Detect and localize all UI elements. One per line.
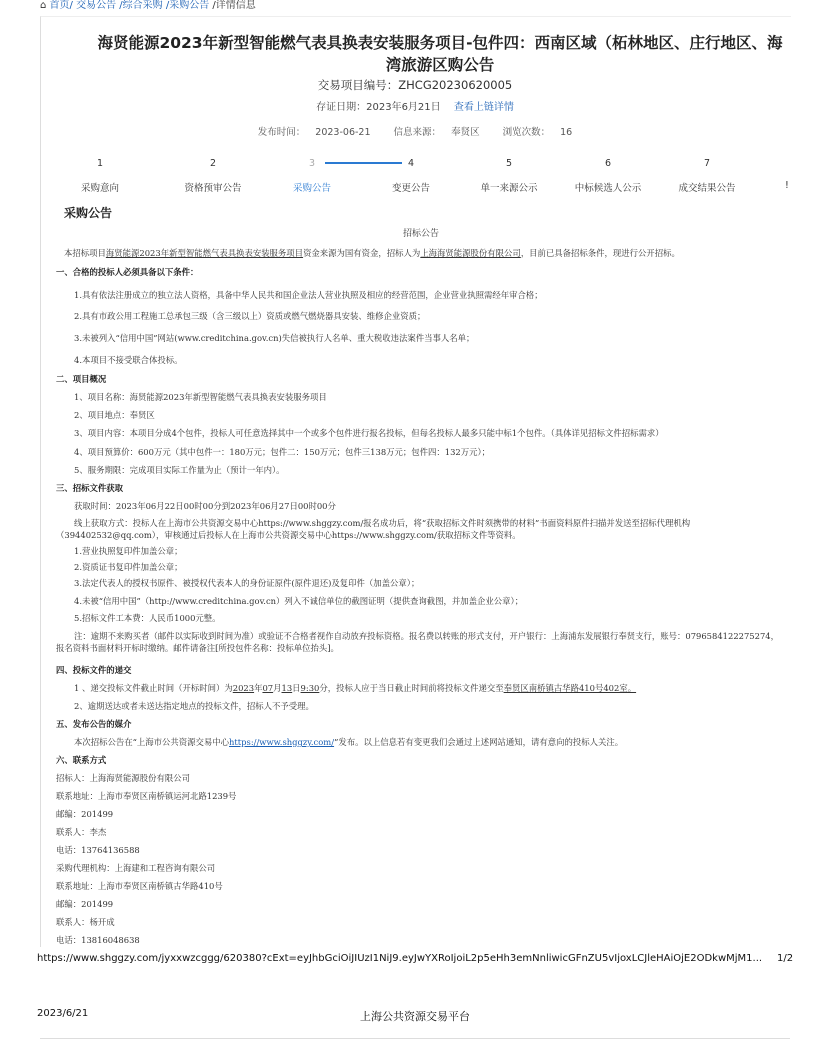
step-number-4: 4	[407, 158, 415, 169]
views-label: 浏览次数：	[502, 127, 551, 138]
views-value: 16	[560, 127, 573, 138]
s3-item-3: 3.法定代表人的授权书原件、被授权代表本人的身份证原件(原件退还)及复印件（加盖公章）；	[74, 578, 420, 588]
step-number-2: 2	[209, 158, 217, 169]
s1-item-4: 4.本项目不接受联合体投标。	[74, 355, 183, 365]
section-3-title: 三、招标文件获取	[56, 483, 123, 493]
s1-item-1: 1.具有依法注册成立的独立法人资格，具备中华人民共和国企业法人营业执照及相应的经营范围，企业营业执照需经年审合格；	[74, 290, 543, 300]
step-number-1: 1	[96, 158, 104, 169]
step-tab-result[interactable]: 成交结果公告	[678, 183, 736, 194]
step-tab-single-source[interactable]: 单一来源公示	[480, 183, 538, 194]
step-number-6: 6	[604, 158, 612, 169]
footer-page-number: 1/2	[777, 953, 794, 964]
source-value: 奉贤区	[451, 127, 480, 138]
step-tab-change-notice[interactable]: 变更公告	[391, 183, 430, 194]
s2-item-1: 1、项目名称：海贤能源2023年新型智能燃气表具换表安装服务项目	[74, 392, 327, 402]
contact-agent-phone: 电话：13816048638	[56, 935, 140, 945]
s2-item-2: 2、项目地点：奉贤区	[74, 410, 155, 420]
step-number-3: 3	[308, 158, 316, 169]
footer-url: https://www.shggzy.com/jyxxwzcggg/620380?cExt=eyJhbGciOiJIUzI1NiJ9.eyJwYXRoIjoiL2p5eHh3emNnliwicGFnZU5vIjoxLCJleHAiOjE2ODkwMjM1...	[37, 953, 763, 964]
section-6-title: 六、联系方式	[56, 755, 107, 765]
home-icon[interactable]: ⌂	[40, 0, 47, 11]
contact-agent-postcode: 邮编：201499	[56, 899, 114, 909]
breadcrumb-item-detail: /详情信息	[212, 0, 256, 11]
s2-item-4: 4、项目预算价：600万元（其中包件一：180万元；包件二：150万元；包件三138万元；包件四：132万元）；	[74, 447, 491, 457]
publish-time-value: 2023-06-21	[315, 127, 371, 138]
step-overflow-indicator: !	[785, 180, 789, 191]
step-tab-candidate[interactable]: 中标候选人公示	[574, 183, 642, 194]
breadcrumb-item-purchase[interactable]: /采购公告	[165, 0, 210, 11]
doc-heading: 招标公告	[402, 229, 439, 239]
breadcrumb-item-procurement[interactable]: /综合采购	[119, 0, 163, 11]
project-code-value: ZHCG20230620005	[398, 78, 513, 92]
contact-agent-person: 联系人：杨开成	[56, 917, 115, 927]
s3-item-1: 1.营业执照复印件加盖公章；	[74, 546, 183, 556]
s1-item-2: 2.具有市政公用工程施工总承包三级（含三级以上）资质或燃气燃烧器具安装、维修企业资质；	[74, 311, 426, 321]
contact-owner-postcode: 邮编：201499	[56, 809, 114, 819]
breadcrumb-item-notice[interactable]: 交易公告	[76, 0, 117, 11]
section-5-title: 五、发布公告的媒介	[56, 719, 132, 729]
doc-intro: 本招标项目海贤能源2023年新型智能燃气表具换表安装服务项目资金来源为国有资金，招标人为上海海贤能源股份有限公司，目前已具备招标条件，现进行公开招标。	[64, 248, 680, 258]
contact-agent-address: 联系地址：上海市奉贤区南桥镇古华路410号	[56, 881, 223, 891]
footer-site-name: 上海公共资源交易平台	[360, 1010, 470, 1023]
s3-online: 线上获取方式：投标人在上海市公共资源交易中心https://www.shggzy.com/报名成功后，将“获取招标文件时须携带的材料”书面资料原件扫描并发送至招标代理机构（394402532@qq.com），审核通过后投标人在上海市公共资源交易中心https://www.shggzy.com/获取招标文件等资料。	[56, 518, 691, 540]
s3-item-4: 4.未被“信用中国”（http://www.creditchina.gov.cn）列入不诚信单位的截图证明（提供查询截图，并加盖企业公章）；	[74, 596, 524, 606]
page-title: 海贤能源2023年新型智能燃气表具换表安装服务项目-包件四：西南区域（柘林地区、庄行地区、海湾旅游区购公告	[97, 34, 783, 74]
step-number-7: 7	[703, 158, 711, 169]
contact-owner-phone: 电话：13764136588	[56, 845, 140, 855]
contact-owner-address: 联系地址：上海市奉贤区南桥镇运河北路1239号	[56, 791, 237, 801]
project-code-label: 交易项目编号：	[317, 78, 399, 92]
publish-time-label: 发布时间：	[257, 127, 306, 138]
section-4-title: 四、投标文件的递交	[56, 665, 132, 675]
shggzy-link[interactable]: https://www.shggzy.com/	[229, 737, 335, 747]
contact-owner-person: 联系人：李杰	[56, 827, 107, 837]
step-tab-purchase-notice[interactable]: 采购公告	[292, 183, 331, 194]
s3-note: 注：逾期不来购买者（邮件以实际收到时间为准）或验证不合格者视作自动放弃投标资格。报名费以转账的形式支付，开户银行：上海浦东发展银行奉贤支行，账号：0796584122275274，报名资料书面材料开标时缴纳。邮件请备注[所投包件名称：投标单位抬头]。	[56, 631, 779, 653]
s2-item-3: 3、项目内容：本项目分成4个包件，投标人可任意选择其中一个或多个包件进行报名投标，但每名投标人最多只能中标1个包件。（具体详见招标文件招标需求）	[74, 428, 664, 438]
footer-date: 2023/6/21	[37, 1008, 89, 1019]
s3-time: 获取时间：2023年06月22日00时00分到2023年06月27日00时00分	[74, 501, 336, 511]
s2-item-5: 5、服务期限：完成项目实际工作量为止（预计一年内）。	[74, 465, 285, 475]
s3-item-2: 2.资质证书复印件加盖公章；	[74, 562, 183, 572]
step-number-5: 5	[505, 158, 513, 169]
s4-item-1: 1 、递交投标文件截止时间（开标时间）为2023年07月13日9:30分，投标人应于当日截止时间前将投标文件递交至奉贤区南桥镇古华路410号402室。	[74, 683, 637, 693]
cert-info	[40, 98, 790, 113]
step-tab-intent[interactable]: 采购意向	[80, 183, 119, 194]
contact-agent: 采购代理机构：上海建和工程咨询有限公司	[56, 863, 216, 873]
cert-date-value: 2023年6月21日	[366, 102, 441, 113]
s3-item-5: 5.招标文件工本费：人民币1000元整。	[74, 613, 221, 623]
s4-item-2: 2、逾期送达或者未送达指定地点的投标文件，招标人不予受理。	[74, 701, 314, 711]
publish-meta	[40, 124, 790, 138]
s5-text: 本次招标公告在“上海市公共资源交易中心https://www.shggzy.com/”发布。以上信息若有变更我们会通过上述网站通知，请有意向的投标人关注。	[74, 737, 624, 747]
contact-owner: 招标人：上海海贤能源股份有限公司	[56, 773, 190, 783]
step-tab-prequalification[interactable]: 资格预审公告	[184, 183, 242, 194]
step-progress-line	[325, 162, 402, 164]
breadcrumb-home[interactable]: 首页/	[49, 0, 73, 11]
project-code	[40, 77, 790, 93]
section-1-title: 一、合格的投标人必须具备以下条件：	[56, 267, 199, 277]
cert-date-label: 存证日期：	[316, 102, 367, 113]
s1-item-3: 3.未被列入“信用中国”网站(www.creditchina.gov.cn)失信被执行人名单、重大税收违法案件当事人名单；	[74, 333, 475, 343]
chain-detail-link[interactable]: 查看上链详情	[453, 102, 514, 113]
breadcrumb	[40, 0, 256, 11]
section-2-title: 二、项目概况	[56, 374, 107, 384]
bottom-divider	[40, 1038, 790, 1039]
section-title: 采购公告	[64, 206, 113, 220]
source-label: 信息来源：	[393, 127, 442, 138]
